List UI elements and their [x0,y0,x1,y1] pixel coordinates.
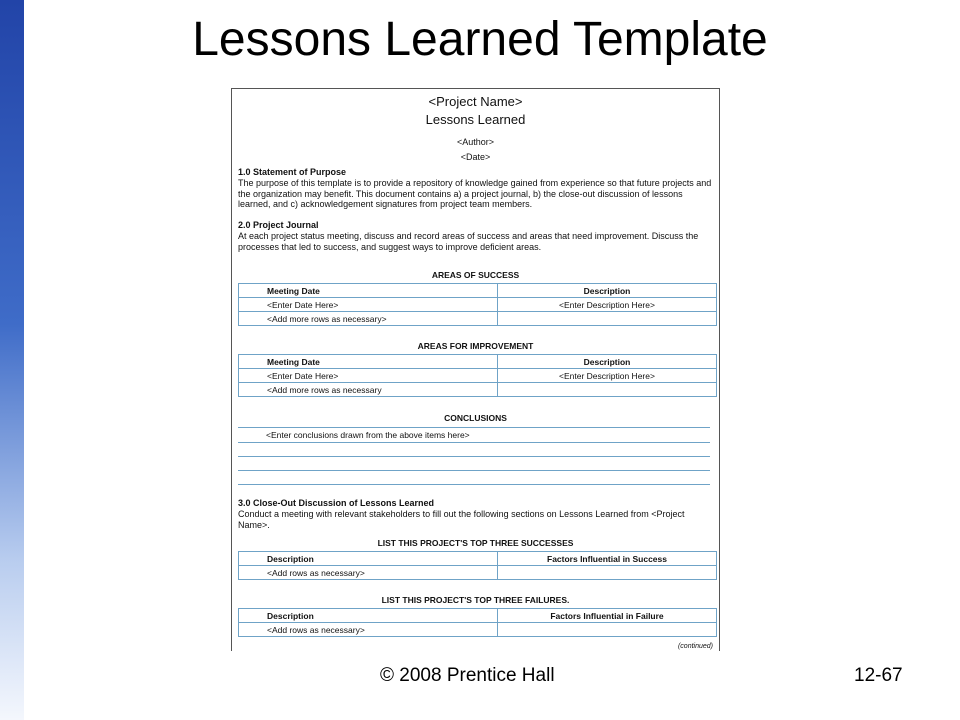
conclusions-rule [238,456,710,457]
table-row [239,369,717,383]
table-header-row [239,609,717,623]
success-table-caption: AREAS OF SUCCESS [431,270,520,280]
table-row [239,623,717,637]
slide-side-bar [0,0,24,720]
table-row [239,298,717,312]
footer-slide-number: 12-67 [854,665,903,686]
slide-title: Lessons Learned Template [192,13,768,66]
table-cell [498,623,717,637]
doc-heading: Lessons Learned [425,112,526,127]
section-body: At each project status meeting, discuss and record areas of success and areas that need improvement. Discuss the processes that led to success, and suggest ways to improve deficient areas. [238,230,699,252]
section-title: 1.0 Statement of Purpose [238,167,347,177]
doc-author: <Author> [456,137,495,147]
conclusions-rule [238,470,710,471]
section-project-journal [238,220,714,252]
doc-date: <Date> [460,152,491,162]
table-header-row [239,552,717,566]
table-header: Factors Influential in Failure [498,609,717,623]
table-row [239,383,717,397]
table-header: Description [239,609,498,623]
table-cell: <Add more rows as necessary [239,383,498,397]
conclusions-rule [238,442,710,443]
table-row [239,566,717,580]
table-header: Meeting Date [239,355,498,369]
table-header: Description [498,284,717,298]
table-cell: <Enter Date Here> [239,298,498,312]
table-cell: <Enter Description Here> [498,369,717,383]
conclusions-rule [238,484,710,485]
section-title: 3.0 Close-Out Discussion of Lessons Learned [238,498,435,508]
improvement-table [238,354,717,397]
table-header: Description [498,355,717,369]
table-cell: <Add rows as necessary> [239,623,498,637]
conclusions-caption: CONCLUSIONS [444,413,507,423]
conclusions-text: <Enter conclusions drawn from the above items here> [266,430,470,440]
table-cell: <Add rows as necessary> [239,566,498,580]
table-cell [498,566,717,580]
continued-note: (continued) [677,643,713,650]
section-close-out [238,498,714,530]
section-body: The purpose of this template is to provide a repository of knowledge gained from experience so that future projects and the organization may benefit. This document contains a) a project journal, b) the close-out discussion of lessons learned, and c) acknowledgement signatures from project team members. [238,177,712,210]
table-cell: <Enter Date Here> [239,369,498,383]
failures-table-caption: LIST THIS PROJECT'S TOP THREE FAILURES. [381,595,570,605]
table-header: Factors Influential in Success [498,552,717,566]
table-header-row [239,284,717,298]
table-header-row [239,355,717,369]
table-cell [498,383,717,397]
improvement-table-caption: AREAS FOR IMPROVEMENT [417,341,534,351]
table-cell: <Enter Description Here> [498,298,717,312]
section-title: 2.0 Project Journal [238,220,319,230]
table-header: Meeting Date [239,284,498,298]
table-cell [498,312,717,326]
failures-table [238,608,717,637]
doc-project-name: <Project Name> [428,94,523,109]
conclusions-rule [238,427,710,428]
table-header: Description [239,552,498,566]
successes-table-caption: LIST THIS PROJECT'S TOP THREE SUCCESSES [377,538,574,548]
table-row [239,312,717,326]
table-cell: <Add more rows as necessary> [239,312,498,326]
footer-copyright: © 2008 Prentice Hall [380,665,555,686]
section-body: Conduct a meeting with relevant stakeholders to fill out the following sections on Lessons Learned from <Project Name>. [238,508,685,530]
success-table [238,283,717,326]
successes-table [238,551,717,580]
section-statement-of-purpose [238,167,714,210]
template-document [231,88,720,651]
